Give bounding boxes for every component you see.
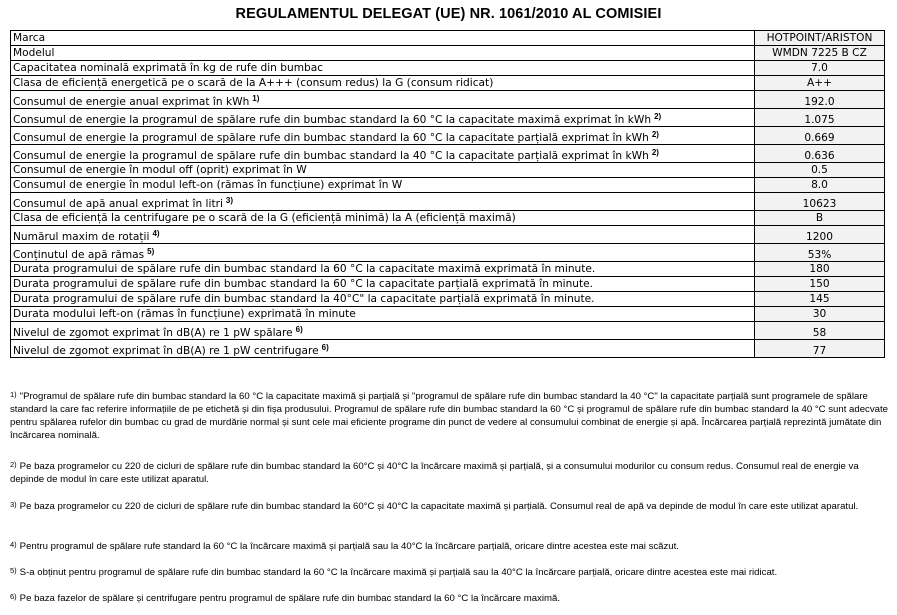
row-value: 0.5 xyxy=(755,163,885,178)
row-label: Clasa de eficiență la centrifugare pe o scară de la G (eficiență minimă) la A (eficiență maximă) xyxy=(11,211,755,226)
row-label: Numărul maxim de rotații $^{4)}$ xyxy=(11,226,755,244)
row-value: A++ xyxy=(755,76,885,91)
row-label: Consumul de energie la programul de spălare rufe din bumbac standard la 60 °C la capacitate parțială exprimat în kWh $^{2)}$ xyxy=(11,127,755,145)
table-row xyxy=(11,46,885,61)
document-title: REGULAMENTUL DELEGAT (UE) NR. 1061/2010 AL COMISIEI xyxy=(235,6,662,22)
table-row xyxy=(11,61,885,76)
table-row xyxy=(11,211,885,226)
table-row xyxy=(11,31,885,46)
footnote-ref: 2) xyxy=(651,148,659,157)
table-row xyxy=(11,91,885,109)
row-value: 10623 xyxy=(755,193,885,211)
table-row xyxy=(11,127,885,145)
table-row xyxy=(11,178,885,193)
table-row xyxy=(11,340,885,358)
row-value: 1200 xyxy=(755,226,885,244)
footnote: $^{3)}$ Pe baza programelor cu 220 de cicluri de spălare rufe din bumbac standard la 60°C și 40°C la capacitate maximă și parțială. Consumul real de apă va depinde de modul în care este utilizat aparatul. xyxy=(10,500,859,512)
row-label: Marca xyxy=(11,31,755,46)
row-value: 145 xyxy=(755,292,885,307)
footnote-ref: 6) xyxy=(321,343,329,352)
footnote-ref: 5) xyxy=(147,247,155,256)
footnote-ref: 3) xyxy=(225,196,234,205)
row-label: Consumul de energie anual exprimat în kWh $^{1)}$ xyxy=(11,91,755,109)
row-value: B xyxy=(755,211,885,226)
footnote-ref: 4) xyxy=(152,229,160,238)
table-row xyxy=(11,226,885,244)
table-row xyxy=(11,292,885,307)
table-row xyxy=(11,244,885,262)
row-value: 0.669 xyxy=(755,127,885,145)
footnote-ref: 1) xyxy=(252,94,260,103)
row-value: 7.0 xyxy=(755,61,885,76)
row-label: Consumul de energie la programul de spălare rufe din bumbac standard la 60 °C la capacitate maximă exprimat în kWh $^{2)}$ xyxy=(11,109,755,127)
row-value: 8.0 xyxy=(755,178,885,193)
row-label: Modelul xyxy=(11,46,755,61)
row-value: 1.075 xyxy=(755,109,885,127)
footnote-mark: 6) xyxy=(10,592,17,601)
row-value: 0.636 xyxy=(755,145,885,163)
footnote-mark: 2) xyxy=(10,460,17,469)
row-label: Clasa de eficiență energetică pe o scară de la A+++ (consum redus) la G (consum ridicat) xyxy=(11,76,755,91)
row-label: Nivelul de zgomot exprimat în dB(A) re 1 pW centrifugare $^{6)}$ xyxy=(11,340,755,358)
row-value: 30 xyxy=(755,307,885,322)
table-row xyxy=(11,262,885,277)
row-label: Durata programului de spălare rufe din bumbac standard la 60 °C la capacitate maximă exprimată în minute. xyxy=(11,262,755,277)
row-label: Consumul de energie în modul off (oprit) exprimat în W xyxy=(11,163,755,178)
row-value: 150 xyxy=(755,277,885,292)
footnote: $^{2)}$ Pe baza programelor cu 220 de cicluri de spălare rufe din bumbac standard la 60°C și 40°C la încărcare maximă și parțială, și a consumului modurilor cu consum redus. Consumul real de energie va depinde de modul în care este utilizat aparatul. xyxy=(10,460,859,485)
table-row xyxy=(11,307,885,322)
footnote-ref: 2) xyxy=(654,112,662,121)
row-label: Consumul de apă anual exprimat în litri $^{3)}$ xyxy=(11,193,755,211)
row-label: Durata programului de spălare rufe din bumbac standard la 40°C" la capacitate parțială exprimată în minute. xyxy=(11,292,755,307)
row-label: Consumul de energie în modul left-on (rămas în funcțiune) exprimat în W xyxy=(11,178,755,193)
footnote: $^{5)}$ S-a obținut pentru programul de spălare rufe din bumbac standard la 60 °C la încărcare maximă și parțială sau la 40°C la încărcare parțială, oricare dintre acestea este mai ridicat. xyxy=(10,566,778,578)
row-value: 192.0 xyxy=(755,91,885,109)
row-value: HOTPOINT/ARISTON xyxy=(755,31,885,46)
row-label: Conținutul de apă rămas $^{5)}$ xyxy=(11,244,755,262)
row-value: 58 xyxy=(755,322,885,340)
table-row xyxy=(11,193,885,211)
row-label: Consumul de energie la programul de spălare rufe din bumbac standard la 40 °C la capacitate parțială exprimat în kWh $^{2)}$ xyxy=(11,145,755,163)
table-row xyxy=(11,145,885,163)
row-label: Durata modului left-on (rămas în funcțiune) exprimată în minute xyxy=(11,307,755,322)
row-value: WMDN 7225 B CZ xyxy=(755,46,885,61)
table-row xyxy=(11,163,885,178)
row-value: 77 xyxy=(755,340,885,358)
table-row xyxy=(11,277,885,292)
row-label: Nivelul de zgomot exprimat în dB(A) re 1 pW spălare $^{6)}$ xyxy=(11,322,755,340)
footnote: $^{6)}$ Pe baza fazelor de spălare și centrifugare pentru programul de spălare rufe din bumbac standard la 60 °C la încărcare maximă. xyxy=(10,592,560,604)
row-value: 53% xyxy=(755,244,885,262)
table-row xyxy=(11,322,885,340)
footnote-ref: 6) xyxy=(295,325,303,334)
row-value: 180 xyxy=(755,262,885,277)
table-row xyxy=(11,109,885,127)
footnote-mark: 3) xyxy=(10,500,17,509)
product-spec-table xyxy=(10,30,885,358)
row-label: Durata programului de spălare rufe din bumbac standard la 60 °C la capacitate parțială exprimată în minute. xyxy=(11,277,755,292)
footnote-mark: 4) xyxy=(10,540,17,549)
footnote: $^{4)}$ Pentru programul de spălare rufe standard la 60 °C la încărcare maximă și parțială sau la 40°C la încărcare parțială, oricare dintre acestea este mai scăzut. xyxy=(10,540,679,552)
footnote-ref: 2) xyxy=(651,130,659,139)
row-label: Capacitatea nominală exprimată în kg de rufe din bumbac xyxy=(11,61,755,76)
footnote-mark: 1) xyxy=(10,390,17,399)
table-row xyxy=(11,76,885,91)
footnote: $^{1)}$ "Programul de spălare rufe din bumbac standard la 60 °C la capacitate maximă și parțială și "programul de spălare rufe din bumbac standard la 40 °C" la capacitate parțială sunt programele de spălare standard la care fac referire informațiile de pe etichetă și din fișa produsului. Programul de spălare rufe din bumbac standard la 60 °C și programul de spălare rufe din bumbac standard la 40 °C sunt adecvate pentru spălarea rufelor din bumbac cu grad de murdărie normal și sunt cele mai eficiente programe din punct de vedere al consumului combinat de energie și apă. Încărcarea parțială reprezintă jumătate din încărcarea nominală. xyxy=(10,390,888,441)
footnote-mark: 5) xyxy=(10,566,17,575)
